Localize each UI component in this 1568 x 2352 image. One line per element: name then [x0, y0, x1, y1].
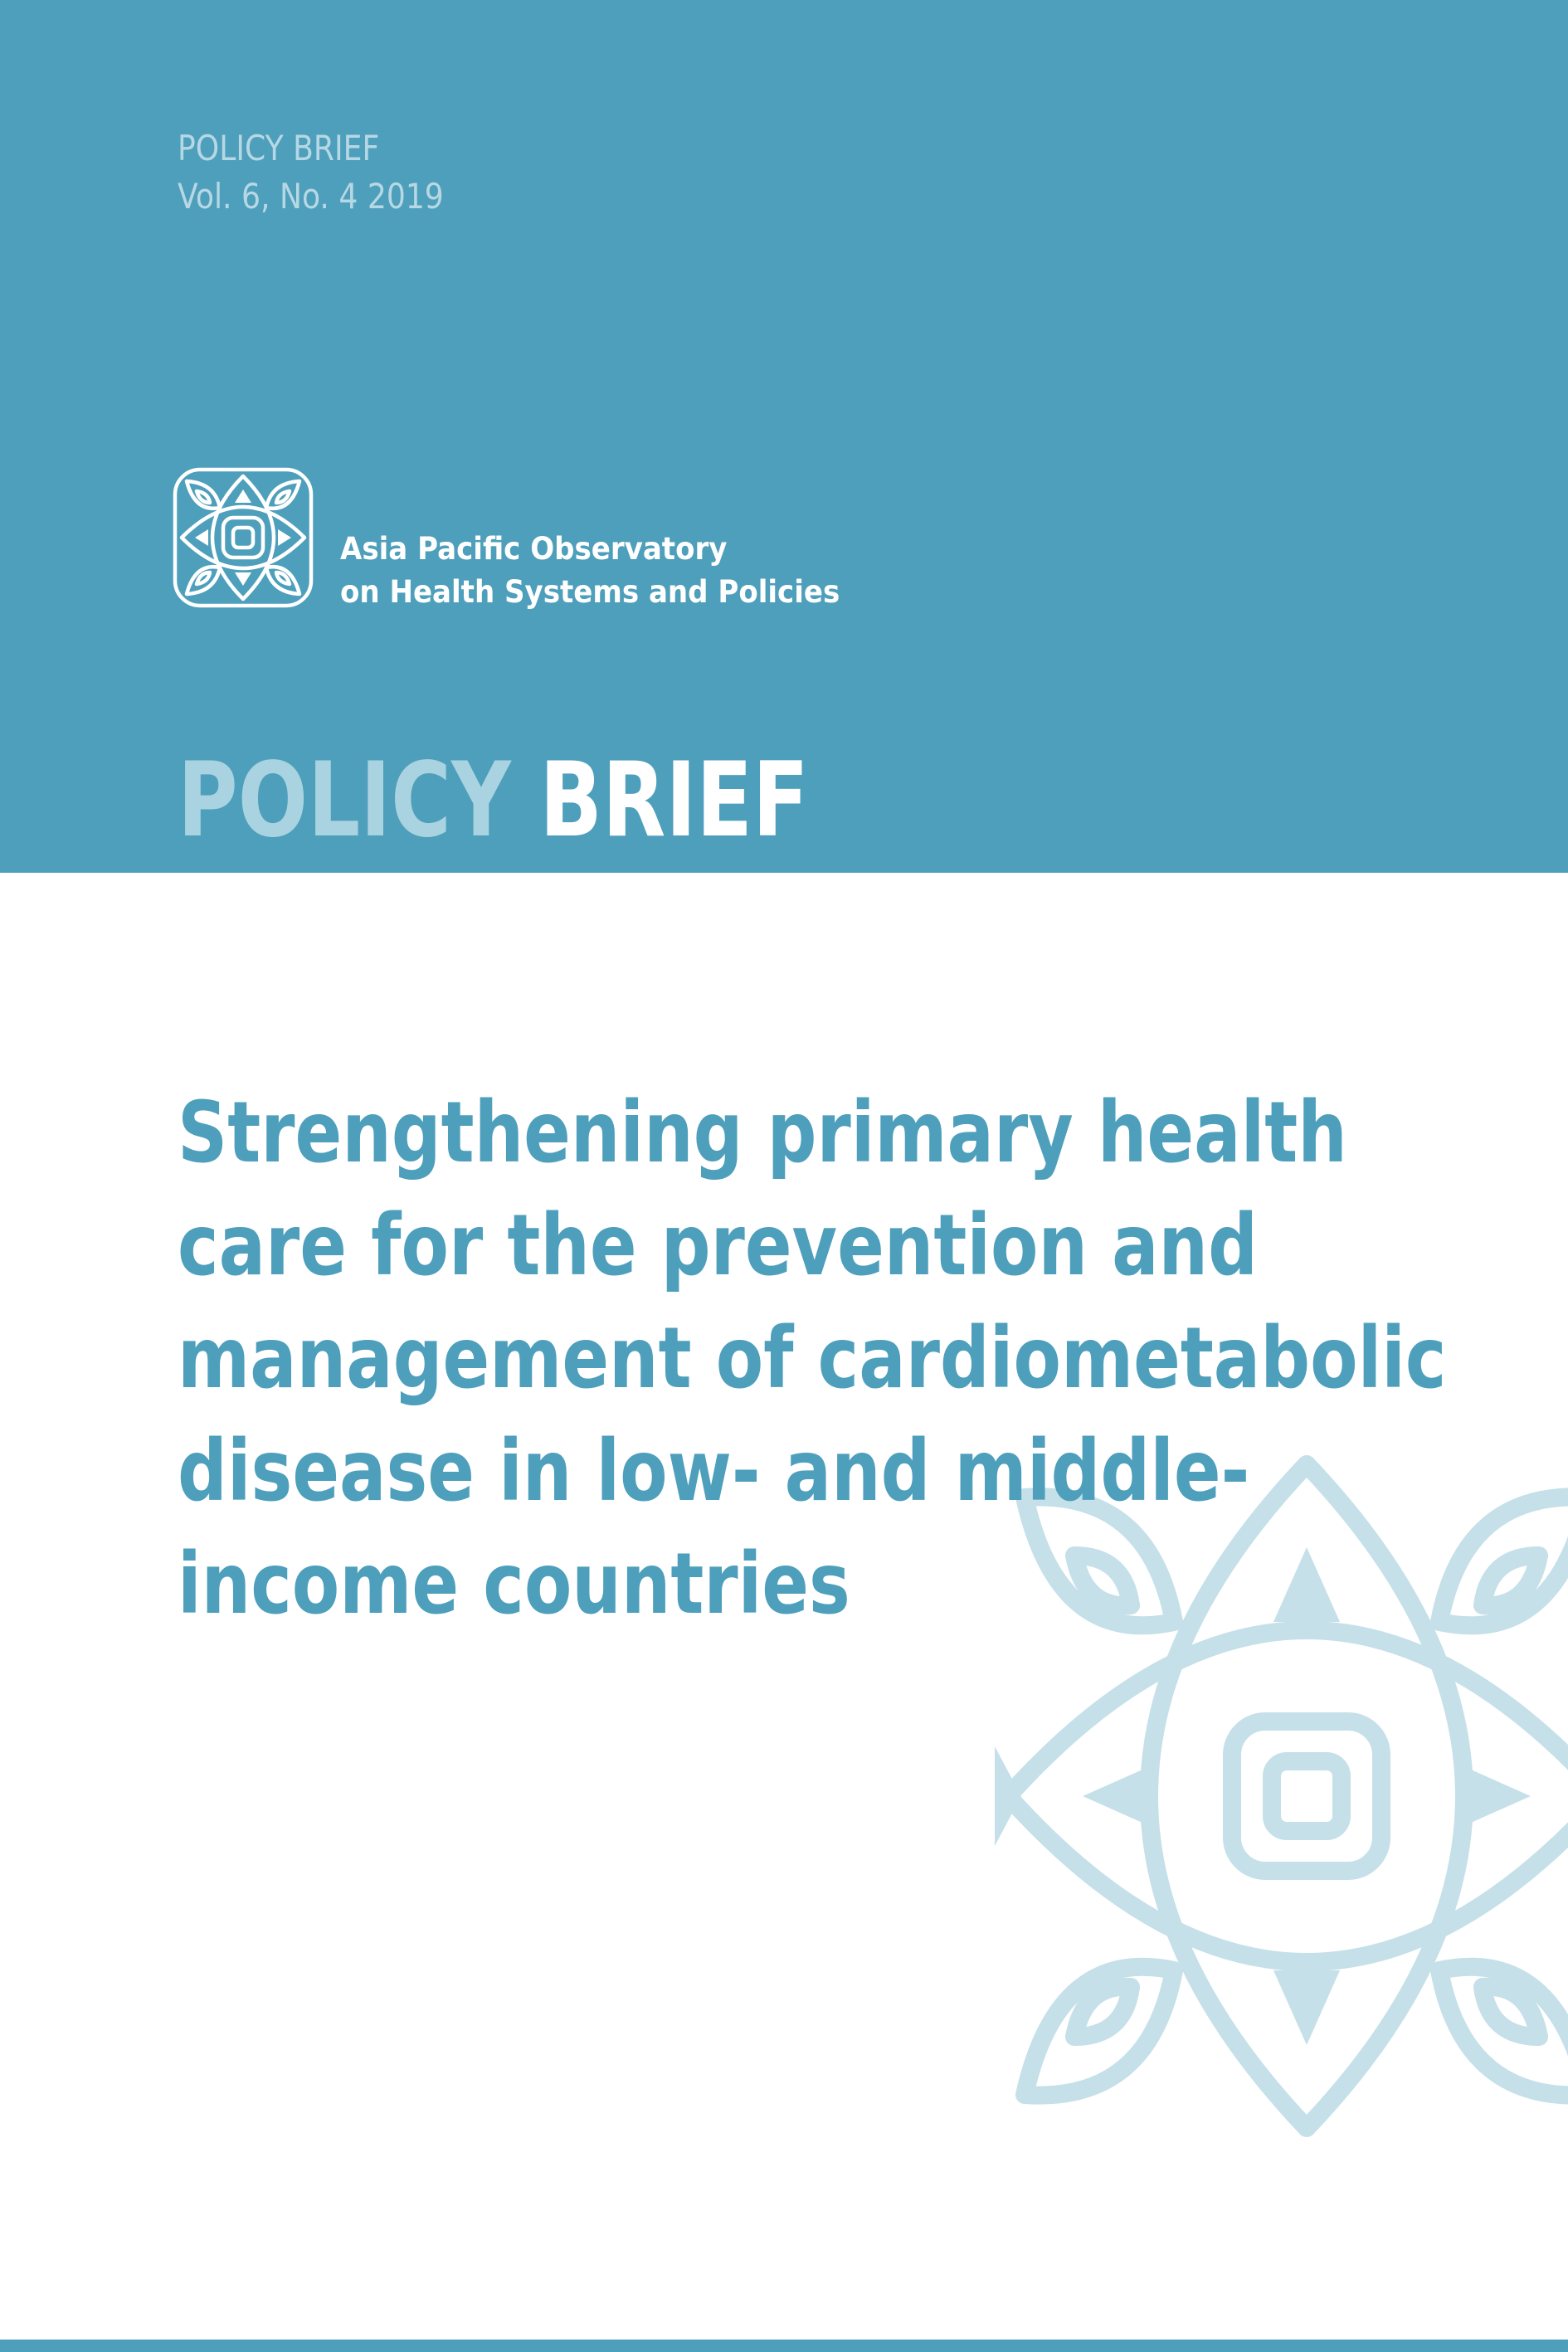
ornamental-quatrefoil-logo-icon: [170, 465, 316, 611]
title-line: management of cardiometabolic: [178, 1309, 1447, 1408]
brief-word: BRIEF: [539, 741, 809, 860]
title-line: disease in low- and middle-: [178, 1422, 1250, 1521]
policy-word: POLICY: [178, 741, 511, 860]
document-title: [178, 1077, 1447, 1641]
title-line: Strengthening primary health: [178, 1083, 1347, 1182]
series-block: [178, 124, 444, 221]
series-label: POLICY BRIEF: [178, 128, 380, 168]
organization-name-line: on Health Systems and Policies: [340, 574, 840, 610]
organization-name-line: Asia Pacific Observatory: [340, 531, 728, 567]
footer-band: [0, 2340, 1568, 2352]
organization-name: [340, 528, 840, 614]
policy-brief-heading: [178, 738, 809, 863]
title-line: care for the prevention and: [178, 1196, 1258, 1295]
title-line: income countries: [178, 1535, 850, 1634]
volume-label: Vol. 6, No. 4 2019: [178, 176, 444, 217]
